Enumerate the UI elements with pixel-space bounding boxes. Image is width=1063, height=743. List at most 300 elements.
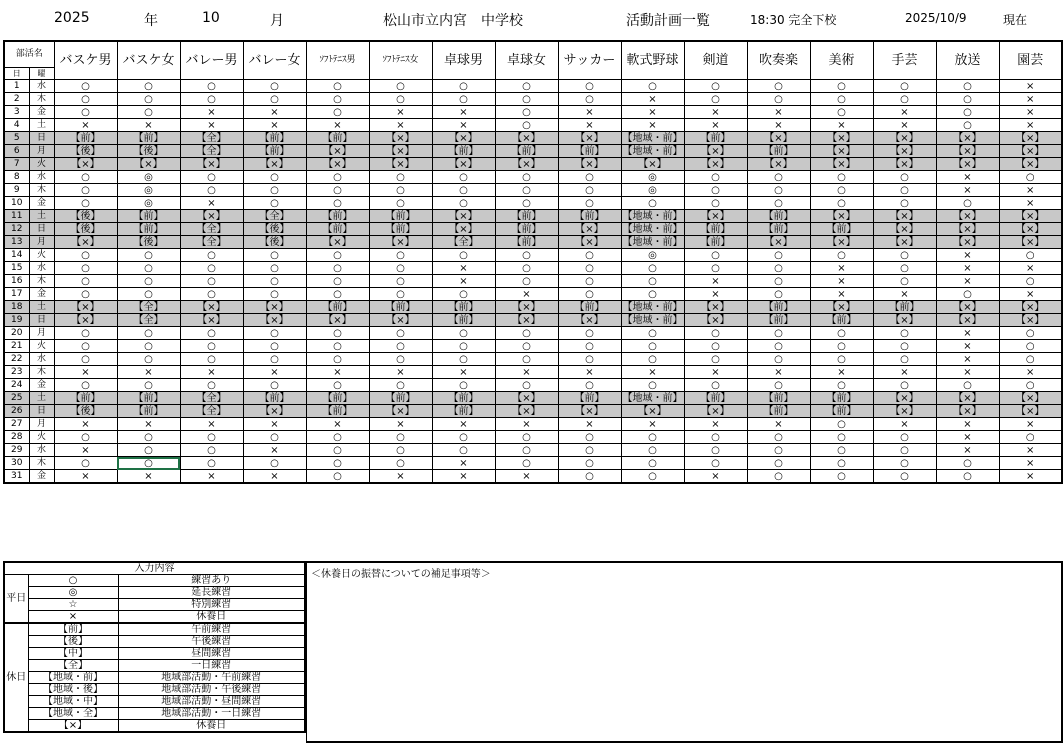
- schedule-cell[interactable]: ○: [180, 184, 243, 197]
- schedule-cell[interactable]: ×: [54, 470, 117, 484]
- schedule-cell[interactable]: ○: [621, 470, 684, 484]
- schedule-cell[interactable]: ○: [558, 340, 621, 353]
- schedule-cell[interactable]: ○: [936, 457, 999, 470]
- schedule-cell[interactable]: 【×】: [54, 236, 117, 249]
- schedule-cell[interactable]: ○: [432, 249, 495, 262]
- schedule-cell[interactable]: 【×】: [873, 158, 936, 171]
- schedule-cell[interactable]: ×: [810, 288, 873, 301]
- schedule-cell[interactable]: 【前】: [432, 405, 495, 418]
- schedule-cell[interactable]: 【前】: [747, 145, 810, 158]
- schedule-cell[interactable]: ○: [306, 80, 369, 93]
- schedule-cell[interactable]: ○: [747, 327, 810, 340]
- schedule-cell[interactable]: ○: [747, 249, 810, 262]
- schedule-cell[interactable]: ×: [432, 457, 495, 470]
- schedule-cell[interactable]: ○: [243, 249, 306, 262]
- schedule-cell[interactable]: ○: [243, 431, 306, 444]
- schedule-cell[interactable]: 【前】: [369, 301, 432, 314]
- schedule-cell[interactable]: ×: [54, 366, 117, 379]
- schedule-cell[interactable]: ○: [621, 288, 684, 301]
- schedule-cell[interactable]: 【×】: [495, 405, 558, 418]
- schedule-cell[interactable]: ○: [243, 288, 306, 301]
- schedule-cell[interactable]: 【×】: [747, 132, 810, 145]
- schedule-cell[interactable]: 【前】: [243, 145, 306, 158]
- schedule-cell[interactable]: ○: [684, 444, 747, 457]
- schedule-cell[interactable]: 【×】: [999, 314, 1062, 327]
- schedule-cell[interactable]: ○: [873, 249, 936, 262]
- schedule-cell[interactable]: ×: [243, 366, 306, 379]
- schedule-cell[interactable]: ×: [558, 119, 621, 132]
- schedule-cell[interactable]: ×: [54, 418, 117, 431]
- schedule-cell[interactable]: 【前】: [495, 236, 558, 249]
- schedule-cell[interactable]: ○: [936, 106, 999, 119]
- club-header[interactable]: サッカー: [558, 41, 621, 80]
- schedule-cell[interactable]: ○: [558, 327, 621, 340]
- schedule-cell[interactable]: 【×】: [873, 405, 936, 418]
- schedule-cell[interactable]: 【×】: [873, 223, 936, 236]
- schedule-cell[interactable]: ×: [243, 119, 306, 132]
- schedule-cell[interactable]: 【×】: [999, 223, 1062, 236]
- schedule-cell[interactable]: ×: [999, 93, 1062, 106]
- schedule-cell[interactable]: ○: [747, 93, 810, 106]
- schedule-cell[interactable]: ×: [243, 418, 306, 431]
- schedule-cell[interactable]: ○: [999, 275, 1062, 288]
- schedule-cell[interactable]: ○: [873, 470, 936, 484]
- schedule-cell[interactable]: ×: [999, 418, 1062, 431]
- schedule-cell[interactable]: ○: [810, 327, 873, 340]
- schedule-cell[interactable]: ○: [369, 197, 432, 210]
- schedule-cell[interactable]: 【全】: [180, 145, 243, 158]
- club-header[interactable]: 卓球女: [495, 41, 558, 80]
- schedule-cell[interactable]: ×: [432, 366, 495, 379]
- schedule-cell[interactable]: ○: [180, 340, 243, 353]
- schedule-cell[interactable]: ×: [180, 119, 243, 132]
- schedule-cell[interactable]: ○: [810, 379, 873, 392]
- schedule-cell[interactable]: 【前】: [54, 132, 117, 145]
- schedule-cell[interactable]: 【全】: [180, 405, 243, 418]
- schedule-cell[interactable]: 【前】: [810, 405, 873, 418]
- schedule-cell[interactable]: 【×】: [936, 210, 999, 223]
- schedule-cell[interactable]: ×: [747, 366, 810, 379]
- schedule-cell[interactable]: ○: [558, 249, 621, 262]
- schedule-cell[interactable]: 【×】: [306, 236, 369, 249]
- club-header[interactable]: バスケ女: [117, 41, 180, 80]
- schedule-cell[interactable]: ×: [621, 119, 684, 132]
- schedule-cell[interactable]: ×: [810, 119, 873, 132]
- schedule-cell[interactable]: 【後】: [54, 210, 117, 223]
- schedule-cell[interactable]: ○: [54, 353, 117, 366]
- schedule-cell[interactable]: 【前】: [117, 132, 180, 145]
- schedule-cell[interactable]: ○: [684, 184, 747, 197]
- schedule-cell[interactable]: 【前】: [684, 223, 747, 236]
- schedule-cell[interactable]: 【×】: [369, 145, 432, 158]
- schedule-cell[interactable]: ○: [684, 327, 747, 340]
- schedule-cell[interactable]: ○: [810, 340, 873, 353]
- schedule-cell[interactable]: ○: [306, 379, 369, 392]
- schedule-cell[interactable]: ○: [432, 288, 495, 301]
- schedule-cell[interactable]: 【地域・前】: [622, 145, 683, 157]
- schedule-cell[interactable]: ×: [936, 184, 999, 197]
- schedule-cell[interactable]: ×: [621, 93, 684, 106]
- schedule-cell[interactable]: ○: [621, 431, 684, 444]
- schedule-cell[interactable]: ○: [306, 288, 369, 301]
- schedule-cell[interactable]: ○: [117, 340, 180, 353]
- schedule-cell[interactable]: ○: [180, 379, 243, 392]
- schedule-cell[interactable]: ○: [495, 457, 558, 470]
- club-header[interactable]: 放送: [936, 41, 999, 80]
- schedule-cell[interactable]: ○: [684, 93, 747, 106]
- schedule-cell[interactable]: ○: [558, 379, 621, 392]
- schedule-cell[interactable]: ×: [621, 106, 684, 119]
- schedule-cell[interactable]: 【×】: [999, 392, 1062, 405]
- schedule-cell[interactable]: ○: [684, 379, 747, 392]
- schedule-cell[interactable]: ○: [558, 288, 621, 301]
- schedule-cell[interactable]: ○: [306, 171, 369, 184]
- schedule-cell[interactable]: ○: [243, 457, 306, 470]
- schedule-cell[interactable]: ○: [747, 470, 810, 484]
- schedule-cell[interactable]: ○: [117, 379, 180, 392]
- schedule-cell[interactable]: ×: [369, 366, 432, 379]
- schedule-cell[interactable]: ○: [180, 80, 243, 93]
- schedule-cell[interactable]: ◎: [117, 171, 180, 184]
- club-header[interactable]: バスケ男: [54, 41, 117, 80]
- schedule-cell[interactable]: 【×】: [180, 314, 243, 327]
- schedule-cell[interactable]: 【地域・前】: [622, 210, 683, 222]
- schedule-cell[interactable]: 【×】: [432, 223, 495, 236]
- schedule-cell[interactable]: ○: [180, 431, 243, 444]
- schedule-cell[interactable]: 【×】: [369, 158, 432, 171]
- schedule-cell[interactable]: ○: [999, 249, 1062, 262]
- schedule-cell[interactable]: ×: [306, 418, 369, 431]
- schedule-cell[interactable]: ×: [432, 470, 495, 484]
- schedule-cell[interactable]: ×: [999, 106, 1062, 119]
- schedule-cell[interactable]: 【全】: [180, 223, 243, 236]
- schedule-cell[interactable]: ○: [54, 80, 117, 93]
- schedule-cell[interactable]: ×: [873, 288, 936, 301]
- schedule-cell[interactable]: 【×】: [873, 314, 936, 327]
- schedule-cell[interactable]: ×: [369, 418, 432, 431]
- schedule-cell[interactable]: ×: [999, 457, 1062, 470]
- schedule-cell[interactable]: 【×】: [558, 314, 621, 327]
- schedule-cell[interactable]: ○: [495, 80, 558, 93]
- schedule-cell[interactable]: ○: [369, 431, 432, 444]
- schedule-cell[interactable]: ○: [558, 275, 621, 288]
- schedule-cell[interactable]: ○: [117, 262, 180, 275]
- schedule-cell[interactable]: 【地域・前】: [622, 301, 683, 313]
- schedule-cell[interactable]: ○: [54, 379, 117, 392]
- schedule-cell[interactable]: 【×】: [558, 223, 621, 236]
- schedule-cell[interactable]: 【×】: [684, 314, 747, 327]
- schedule-cell[interactable]: ○: [369, 80, 432, 93]
- schedule-cell[interactable]: ○: [369, 457, 432, 470]
- schedule-cell[interactable]: 【×】: [936, 132, 999, 145]
- schedule-cell[interactable]: ○: [558, 470, 621, 484]
- schedule-cell[interactable]: ○: [432, 379, 495, 392]
- schedule-cell[interactable]: ○: [369, 327, 432, 340]
- schedule-cell[interactable]: ×: [180, 470, 243, 484]
- schedule-cell[interactable]: ○: [873, 379, 936, 392]
- schedule-cell[interactable]: ○: [873, 275, 936, 288]
- schedule-cell[interactable]: ×: [243, 470, 306, 484]
- schedule-cell[interactable]: ○: [810, 93, 873, 106]
- schedule-cell[interactable]: ×: [180, 197, 243, 210]
- club-header[interactable]: 剣道: [684, 41, 747, 80]
- schedule-cell[interactable]: 【×】: [810, 210, 873, 223]
- schedule-cell[interactable]: ○: [558, 457, 621, 470]
- schedule-cell[interactable]: ○: [873, 262, 936, 275]
- club-header[interactable]: バレー女: [243, 41, 306, 80]
- schedule-cell[interactable]: ○: [999, 353, 1062, 366]
- schedule-cell[interactable]: ○: [558, 80, 621, 93]
- schedule-cell[interactable]: 【前】: [117, 392, 180, 405]
- schedule-cell[interactable]: ○: [495, 444, 558, 457]
- schedule-cell[interactable]: ○: [243, 340, 306, 353]
- schedule-cell[interactable]: ×: [810, 275, 873, 288]
- schedule-cell[interactable]: ○: [243, 80, 306, 93]
- schedule-cell[interactable]: ○: [747, 184, 810, 197]
- schedule-cell[interactable]: ×: [432, 119, 495, 132]
- schedule-cell[interactable]: ○: [306, 197, 369, 210]
- schedule-cell[interactable]: 【前】: [747, 210, 810, 223]
- schedule-cell[interactable]: ×: [684, 418, 747, 431]
- club-header[interactable]: 卓球男: [432, 41, 495, 80]
- schedule-cell[interactable]: ○: [117, 80, 180, 93]
- schedule-cell[interactable]: ×: [747, 119, 810, 132]
- schedule-cell[interactable]: ×: [747, 418, 810, 431]
- schedule-cell[interactable]: 【後】: [54, 405, 117, 418]
- schedule-cell[interactable]: ○: [684, 171, 747, 184]
- schedule-cell[interactable]: ○: [117, 353, 180, 366]
- schedule-cell[interactable]: ○: [306, 470, 369, 484]
- schedule-cell[interactable]: 【×】: [684, 301, 747, 314]
- schedule-cell[interactable]: ○: [369, 288, 432, 301]
- schedule-cell[interactable]: ○: [999, 171, 1062, 184]
- schedule-cell[interactable]: 【前】: [684, 392, 747, 405]
- schedule-cell[interactable]: ○: [306, 275, 369, 288]
- schedule-cell[interactable]: 【×】: [180, 158, 243, 171]
- schedule-cell[interactable]: ×: [243, 444, 306, 457]
- schedule-cell[interactable]: 【×】: [936, 158, 999, 171]
- schedule-cell[interactable]: ○: [747, 275, 810, 288]
- schedule-cell[interactable]: ○: [810, 457, 873, 470]
- schedule-cell[interactable]: ×: [747, 106, 810, 119]
- schedule-cell[interactable]: ×: [621, 418, 684, 431]
- schedule-cell[interactable]: ×: [999, 80, 1062, 93]
- schedule-cell[interactable]: ○: [684, 197, 747, 210]
- schedule-cell[interactable]: ○: [306, 184, 369, 197]
- schedule-cell[interactable]: ○: [936, 470, 999, 484]
- schedule-cell[interactable]: 【全】: [117, 301, 180, 314]
- schedule-cell[interactable]: ×: [495, 366, 558, 379]
- schedule-cell[interactable]: 【×】: [369, 405, 432, 418]
- schedule-cell[interactable]: ○: [621, 457, 684, 470]
- schedule-cell[interactable]: 【地域・前】: [622, 392, 683, 404]
- schedule-cell[interactable]: 【前】: [306, 223, 369, 236]
- schedule-cell[interactable]: ×: [873, 366, 936, 379]
- schedule-cell[interactable]: 【×】: [558, 236, 621, 249]
- schedule-cell[interactable]: ×: [684, 119, 747, 132]
- schedule-cell[interactable]: 【×】: [873, 392, 936, 405]
- schedule-cell[interactable]: ○: [243, 93, 306, 106]
- schedule-cell[interactable]: ×: [495, 418, 558, 431]
- schedule-cell[interactable]: ×: [936, 444, 999, 457]
- schedule-cell[interactable]: 【×】: [432, 210, 495, 223]
- schedule-cell[interactable]: ○: [180, 288, 243, 301]
- schedule-cell[interactable]: 【×】: [999, 158, 1062, 171]
- schedule-cell[interactable]: 【×】: [999, 145, 1062, 158]
- schedule-cell[interactable]: ×: [621, 366, 684, 379]
- schedule-cell[interactable]: ○: [558, 184, 621, 197]
- schedule-cell[interactable]: ×: [936, 340, 999, 353]
- schedule-cell[interactable]: 【前】: [810, 314, 873, 327]
- schedule-cell[interactable]: ○: [810, 197, 873, 210]
- schedule-cell[interactable]: ○: [495, 275, 558, 288]
- schedule-cell[interactable]: ×: [243, 106, 306, 119]
- schedule-cell[interactable]: ×: [495, 470, 558, 484]
- schedule-cell[interactable]: 【×】: [243, 158, 306, 171]
- schedule-cell[interactable]: ×: [306, 119, 369, 132]
- schedule-cell[interactable]: ○: [621, 197, 684, 210]
- schedule-cell[interactable]: ○: [369, 184, 432, 197]
- schedule-cell[interactable]: 【前】: [369, 392, 432, 405]
- schedule-cell[interactable]: ×: [999, 366, 1062, 379]
- schedule-cell[interactable]: ○: [180, 249, 243, 262]
- schedule-cell[interactable]: ◎: [117, 184, 180, 197]
- schedule-cell[interactable]: ○: [306, 444, 369, 457]
- schedule-cell[interactable]: ○: [54, 93, 117, 106]
- schedule-cell[interactable]: 【×】: [432, 158, 495, 171]
- schedule-cell[interactable]: ○: [180, 275, 243, 288]
- schedule-cell[interactable]: ○: [369, 379, 432, 392]
- schedule-cell[interactable]: ○: [243, 353, 306, 366]
- schedule-cell[interactable]: ×: [936, 418, 999, 431]
- schedule-cell[interactable]: ○: [936, 379, 999, 392]
- schedule-cell[interactable]: ○: [369, 262, 432, 275]
- schedule-cell[interactable]: ○: [810, 106, 873, 119]
- schedule-cell[interactable]: ○: [54, 275, 117, 288]
- schedule-cell[interactable]: ○: [810, 470, 873, 484]
- schedule-cell[interactable]: ○: [495, 262, 558, 275]
- schedule-cell[interactable]: 【×】: [684, 210, 747, 223]
- schedule-cell[interactable]: ×: [936, 366, 999, 379]
- schedule-cell[interactable]: ◎: [621, 171, 684, 184]
- schedule-cell[interactable]: ○: [936, 288, 999, 301]
- schedule-cell[interactable]: ○: [243, 275, 306, 288]
- schedule-cell[interactable]: 【×】: [999, 210, 1062, 223]
- schedule-cell[interactable]: ○: [495, 327, 558, 340]
- schedule-cell[interactable]: ○: [243, 379, 306, 392]
- schedule-cell[interactable]: 【前】: [747, 392, 810, 405]
- schedule-cell[interactable]: ○: [54, 288, 117, 301]
- club-header[interactable]: 美術: [810, 41, 873, 80]
- schedule-cell[interactable]: 【前】: [747, 314, 810, 327]
- schedule-cell[interactable]: ○: [54, 106, 117, 119]
- schedule-cell[interactable]: ×: [432, 262, 495, 275]
- schedule-cell[interactable]: 【×】: [432, 132, 495, 145]
- schedule-cell[interactable]: ×: [684, 275, 747, 288]
- schedule-cell[interactable]: ○: [621, 340, 684, 353]
- schedule-cell[interactable]: 【後】: [54, 145, 117, 158]
- schedule-cell[interactable]: ○: [558, 197, 621, 210]
- schedule-cell[interactable]: ○: [432, 431, 495, 444]
- schedule-cell[interactable]: ×: [936, 262, 999, 275]
- schedule-cell[interactable]: 【前】: [558, 210, 621, 223]
- schedule-cell[interactable]: 【前】: [558, 392, 621, 405]
- schedule-cell[interactable]: ×: [936, 171, 999, 184]
- schedule-cell[interactable]: 【前】: [810, 223, 873, 236]
- schedule-cell[interactable]: ○: [180, 171, 243, 184]
- club-header[interactable]: ｿﾌﾄﾃﾆｽ女: [369, 41, 432, 80]
- schedule-cell[interactable]: ○: [747, 353, 810, 366]
- schedule-cell[interactable]: ○: [558, 171, 621, 184]
- schedule-cell[interactable]: ○: [495, 93, 558, 106]
- schedule-cell[interactable]: ○: [810, 80, 873, 93]
- schedule-cell[interactable]: 【全】: [117, 314, 180, 327]
- schedule-cell[interactable]: 【×】: [558, 158, 621, 171]
- schedule-cell[interactable]: ○: [621, 379, 684, 392]
- schedule-cell[interactable]: 【×】: [243, 301, 306, 314]
- schedule-cell[interactable]: ○: [747, 431, 810, 444]
- schedule-cell[interactable]: ×: [810, 366, 873, 379]
- schedule-cell[interactable]: ○: [873, 80, 936, 93]
- club-header[interactable]: 園芸: [999, 41, 1062, 80]
- schedule-cell[interactable]: ○: [369, 171, 432, 184]
- schedule-cell[interactable]: 【×】: [999, 301, 1062, 314]
- schedule-cell[interactable]: ○: [747, 457, 810, 470]
- schedule-cell[interactable]: ○: [306, 457, 369, 470]
- schedule-cell[interactable]: ○: [117, 444, 180, 457]
- schedule-cell[interactable]: ×: [558, 366, 621, 379]
- schedule-cell[interactable]: 【×】: [936, 223, 999, 236]
- schedule-cell[interactable]: ○: [495, 171, 558, 184]
- schedule-cell[interactable]: 【前】: [747, 223, 810, 236]
- schedule-cell[interactable]: ×: [684, 288, 747, 301]
- schedule-cell[interactable]: ○: [180, 93, 243, 106]
- schedule-cell[interactable]: ○: [432, 171, 495, 184]
- schedule-cell[interactable]: ○: [810, 249, 873, 262]
- schedule-cell[interactable]: ○: [306, 249, 369, 262]
- schedule-cell[interactable]: ○: [558, 353, 621, 366]
- schedule-cell[interactable]: ○: [495, 340, 558, 353]
- schedule-cell[interactable]: 【×】: [306, 314, 369, 327]
- schedule-cell[interactable]: ○: [306, 327, 369, 340]
- schedule-cell[interactable]: 【×】: [495, 301, 558, 314]
- schedule-cell[interactable]: 【×】: [936, 236, 999, 249]
- schedule-cell[interactable]: ○: [621, 262, 684, 275]
- schedule-cell[interactable]: ○: [54, 431, 117, 444]
- schedule-cell[interactable]: ○: [117, 93, 180, 106]
- schedule-cell[interactable]: 【後】: [117, 236, 180, 249]
- schedule-cell[interactable]: 【×】: [936, 145, 999, 158]
- schedule-cell[interactable]: 【全】: [180, 236, 243, 249]
- schedule-cell[interactable]: ○: [999, 379, 1062, 392]
- schedule-cell[interactable]: ○: [936, 197, 999, 210]
- schedule-cell[interactable]: ×: [936, 431, 999, 444]
- schedule-cell[interactable]: ○: [621, 80, 684, 93]
- schedule-cell[interactable]: ×: [936, 327, 999, 340]
- schedule-cell[interactable]: 【×】: [558, 132, 621, 145]
- schedule-cell[interactable]: ○: [54, 171, 117, 184]
- schedule-cell[interactable]: ○: [747, 288, 810, 301]
- schedule-cell[interactable]: ○: [54, 184, 117, 197]
- schedule-cell[interactable]: 【×】: [684, 145, 747, 158]
- schedule-cell[interactable]: ×: [936, 275, 999, 288]
- schedule-cell[interactable]: ×: [999, 262, 1062, 275]
- schedule-cell[interactable]: 【×】: [369, 132, 432, 145]
- schedule-cell[interactable]: 【前】: [558, 301, 621, 314]
- schedule-cell[interactable]: ○: [54, 327, 117, 340]
- schedule-cell[interactable]: ○: [180, 262, 243, 275]
- schedule-cell[interactable]: 【後】: [243, 236, 306, 249]
